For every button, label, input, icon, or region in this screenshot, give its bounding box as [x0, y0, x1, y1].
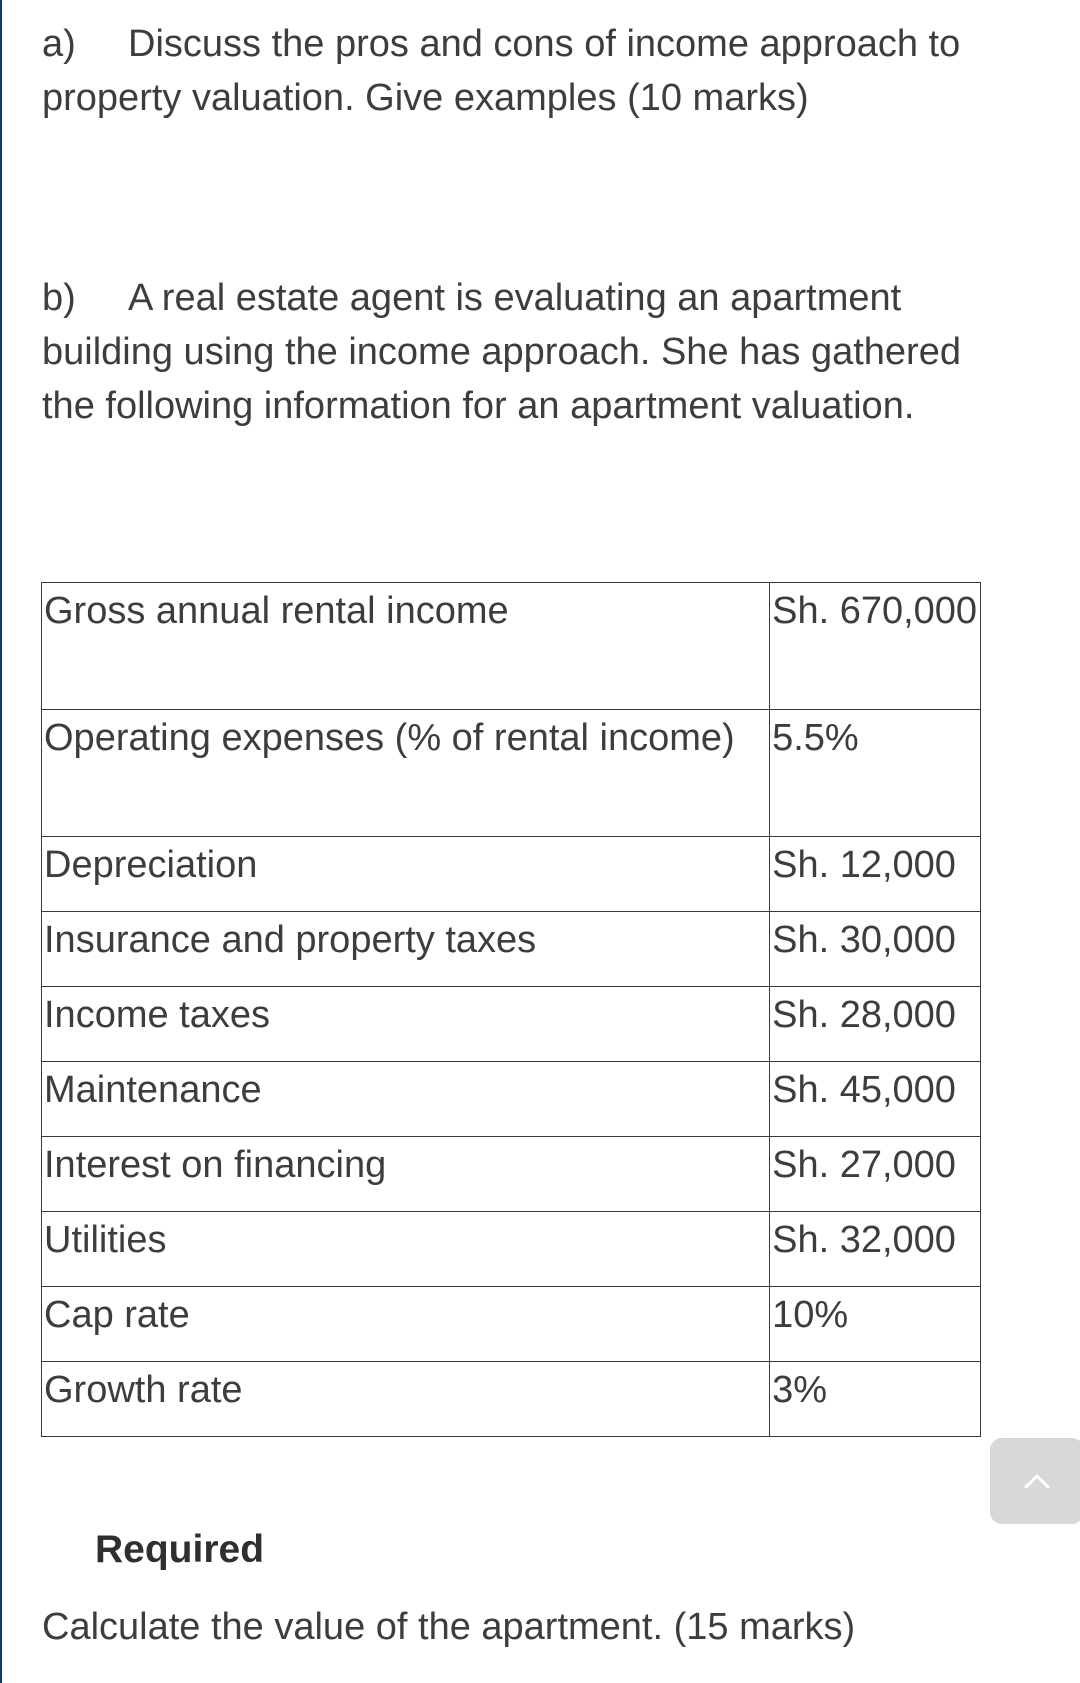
table-cell-item: Income taxes [42, 987, 770, 1062]
table-cell-value: Sh. 27,000 [770, 1137, 981, 1212]
valuation-table [41, 582, 981, 1437]
table-row [42, 1287, 981, 1362]
table-cell-item: Maintenance [42, 1062, 770, 1137]
table-cell-item: Operating expenses (% of rental income) [42, 710, 770, 837]
table-cell-item: Cap rate [42, 1287, 770, 1362]
table-cell-item: Gross annual rental income [42, 583, 770, 710]
left-border [0, 0, 2, 1683]
table-row [42, 1137, 981, 1212]
table-cell-item: Depreciation [42, 837, 770, 912]
question-b [42, 271, 1002, 433]
table-cell-item: Utilities [42, 1212, 770, 1287]
table-row [42, 710, 981, 837]
table-row [42, 1362, 981, 1437]
table-row [42, 837, 981, 912]
table-row [42, 912, 981, 987]
table-cell-value: 10% [770, 1287, 981, 1362]
table-row [42, 583, 981, 710]
question-b-label: b) [42, 277, 76, 319]
scroll-to-top-button[interactable] [990, 1438, 1080, 1524]
table-cell-item: Growth rate [42, 1362, 770, 1437]
table-cell-value: 5.5% [770, 710, 981, 837]
table-cell-value: Sh. 45,000 [770, 1062, 981, 1137]
table-row [42, 987, 981, 1062]
required-text: Calculate the value of the apartment. (15 marks) [42, 1606, 856, 1648]
question-a-text: Discuss the pros and cons of income approach to property valuation. Give examples (10 marks) [42, 23, 961, 119]
table-cell-value: Sh. 670,000 [770, 583, 981, 710]
question-b-text: A real estate agent is evaluating an apartment building using the income approach. She has gathered the following information for an apartment valuation. [42, 277, 961, 427]
table-cell-value: 3% [770, 1362, 981, 1437]
table-cell-value: Sh. 30,000 [770, 912, 981, 987]
table-cell-item: Interest on financing [42, 1137, 770, 1212]
question-a [42, 17, 1002, 125]
question-a-label: a) [42, 23, 76, 65]
table-cell-value: Sh. 28,000 [770, 987, 981, 1062]
table-cell-value: Sh. 12,000 [770, 837, 981, 912]
required-heading: Required [95, 1528, 265, 1571]
table-cell-value: Sh. 32,000 [770, 1212, 981, 1287]
table-row [42, 1212, 981, 1287]
table-row [42, 1062, 981, 1137]
chevron-up-icon [1023, 1472, 1051, 1490]
table-cell-item: Insurance and property taxes [42, 912, 770, 987]
